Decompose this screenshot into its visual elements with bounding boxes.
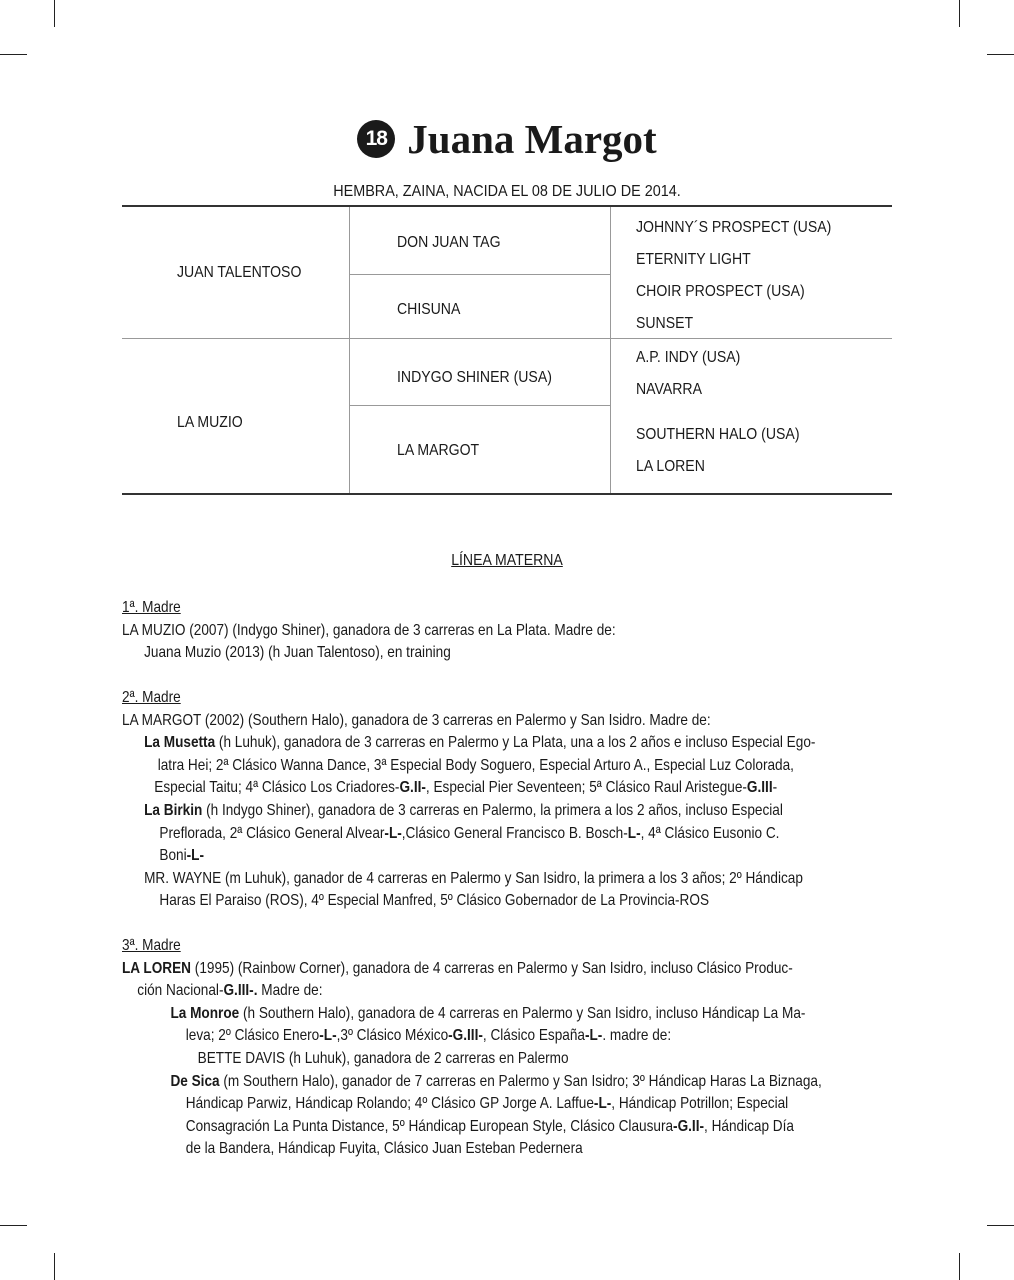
- horse-title: [0, 114, 1014, 164]
- offspring-name: La Musetta: [144, 734, 216, 752]
- sire-sire-dam: ETERNITY LIGHT: [636, 251, 751, 268]
- dam-sire-dam: NAVARRA: [636, 381, 702, 398]
- crop-mark: [54, 0, 55, 27]
- dam-sire-sire: A.P. INDY (USA): [636, 349, 741, 366]
- horse-description: HEMBRA, ZAINA, NACIDA EL 08 DE JULIO DE 2014.: [333, 183, 681, 200]
- dam-entry: LA MUZIO (2007) (Indygo Shiner), ganadora de 3 carreras en La Plata. Madre de:: [122, 621, 616, 639]
- offspring-text: Preflorada, 2ª Clásico General Alvear: [159, 824, 385, 842]
- grade-label: G.III-.: [223, 982, 258, 1000]
- offspring-name: La Monroe: [170, 1004, 240, 1022]
- grade-label: -L-: [186, 847, 204, 865]
- offspring-entry-cont: Haras El Paraiso (ROS), 4º Especial Manfred, 5º Clásico Gobernador de La Provincia-ROS: [159, 892, 710, 910]
- dam-sire: INDYGO SHINER (USA): [397, 369, 552, 386]
- offspring-text: , Especial Pier Seventeen; 5ª Clásico Raul Aristegue-: [425, 779, 747, 797]
- grade-label: G.II-: [399, 779, 426, 797]
- offspring-entry-cont: [122, 845, 794, 868]
- horse-name: Juana Margot: [407, 116, 657, 162]
- offspring-entry-cont: [122, 777, 794, 800]
- offspring-text: (m Southern Halo), ganador de 7 carreras en Palermo y San Isidro; 3º Hándicap Haras La Biznaga,: [219, 1072, 822, 1090]
- crop-mark: [0, 54, 27, 55]
- grade-label: -G.III-: [448, 1027, 483, 1045]
- section-heading: 2ª. Madre: [122, 689, 181, 706]
- horse-number-badge: 18: [357, 120, 395, 158]
- offspring-text: , Clásico España: [482, 1027, 585, 1045]
- dam: LA MUZIO: [177, 414, 243, 431]
- table-divider: [349, 274, 610, 275]
- dam-entry: LA MARGOT (2002) (Southern Halo), ganadora de 3 carreras en Palermo y San Isidro. Madre de:: [122, 711, 711, 729]
- maternal-line-title: LÍNEA MATERNA: [451, 552, 563, 569]
- table-divider: [349, 405, 610, 406]
- crop-mark: [987, 54, 1014, 55]
- dam-name: LA LOREN: [122, 959, 192, 977]
- second-dam-section: [122, 687, 912, 913]
- offspring-entry-cont: [122, 1093, 794, 1116]
- grade-label: G.III: [746, 779, 773, 797]
- offspring-entry-cont: [122, 823, 794, 846]
- offspring-entry: [122, 732, 816, 755]
- offspring-text: , Hándicap Día: [704, 1117, 794, 1135]
- offspring-entry-cont: de la Bandera, Hándicap Fuyita, Clásico Juan Esteban Pedernera: [185, 1140, 583, 1158]
- sire-dam: CHISUNA: [397, 301, 461, 318]
- offspring-text: (h Indygo Shiner), ganadora de 3 carreras en Palermo, la primera a los 2 años, incluso Especial: [202, 801, 783, 819]
- offspring-text: Boni: [159, 847, 187, 865]
- dam-dam-dam: LA LOREN: [636, 458, 705, 475]
- crop-mark: [0, 1225, 27, 1226]
- offspring-text: -: [772, 779, 778, 797]
- offspring-entry: [122, 1071, 822, 1094]
- dam-entry-cont: [122, 980, 794, 1003]
- grade-label: -G.II-: [673, 1117, 705, 1135]
- grade-label: -L-: [593, 1095, 612, 1113]
- dam-text: ción Nacional-: [137, 982, 224, 1000]
- table-divider: [610, 207, 611, 493]
- section-heading: 3ª. Madre: [122, 937, 181, 954]
- offspring-entry-cont: latra Hei; 2ª Clásico Wanna Dance, 3ª Especial Body Soguero, Especial Arturo A., Especial Luz Colorada,: [157, 756, 794, 774]
- grand-offspring-entry: BETTE DAVIS (h Luhuk), ganadora de 2 carreras en Palermo: [197, 1049, 569, 1067]
- offspring-entry-cont: [122, 1116, 794, 1139]
- offspring-text: leva; 2º Clásico Enero: [185, 1027, 320, 1045]
- table-border: [122, 493, 892, 495]
- grade-label: -L-: [319, 1027, 337, 1045]
- sire-dam-dam: SUNSET: [636, 315, 694, 332]
- grade-label: L-: [627, 824, 641, 842]
- crop-mark: [959, 0, 960, 27]
- offspring-text: Consagración La Punta Distance, 5º Hándicap European Style, Clásico Clausura: [185, 1117, 674, 1135]
- offspring-text: , Hándicap Potrillon; Especial: [611, 1095, 789, 1113]
- grade-label: -L-: [584, 1027, 603, 1045]
- dam-text: (1995) (Rainbow Corner), ganadora de 4 carreras en Palermo y San Isidro, incluso Clásico Produc-: [191, 959, 793, 977]
- offspring-entry: [122, 800, 794, 823]
- offspring-text: Especial Taitu; 4ª Clásico Los Criadores-: [154, 779, 400, 797]
- offspring-text: , 4ª Clásico Eusonio C.: [640, 824, 780, 842]
- crop-mark: [959, 1253, 960, 1280]
- offspring-entry-cont: [122, 1025, 794, 1048]
- crop-mark: [54, 1253, 55, 1280]
- dam-dam: LA MARGOT: [397, 442, 480, 459]
- offspring-text: (h Southern Halo), ganadora de 4 carreras en Palermo y San Isidro, incluso Hándicap La Ma-: [239, 1004, 806, 1022]
- sire-dam-sire: CHOIR PROSPECT (USA): [636, 283, 805, 300]
- offspring-entry: MR. WAYNE (m Luhuk), ganador de 4 carreras en Palermo y San Isidro, la primera a los 3 años; 2º Hándicap: [144, 869, 803, 887]
- table-divider: [349, 207, 350, 493]
- sire-sire: DON JUAN TAG: [397, 234, 501, 251]
- third-dam-section: [122, 935, 912, 1161]
- grade-label: -L-: [384, 824, 402, 842]
- dam-entry: [122, 958, 794, 981]
- offspring-text: (h Luhuk), ganadora de 3 carreras en Palermo y La Plata, una a los 2 años e incluso Especial Ego-: [215, 734, 816, 752]
- offspring-text: ,Clásico General Francisco B. Bosch-: [401, 824, 628, 842]
- dam-text: Madre de:: [257, 982, 323, 1000]
- offspring-text: ,3º Clásico México: [336, 1027, 449, 1045]
- offspring-entry: [122, 1003, 806, 1026]
- table-divider: [122, 338, 892, 339]
- sire-sire-sire: JOHNNY´S PROSPECT (USA): [636, 219, 832, 236]
- first-dam-section: [122, 597, 912, 665]
- table-border: [122, 205, 892, 207]
- offspring-name: De Sica: [170, 1072, 220, 1090]
- sire: JUAN TALENTOSO: [177, 264, 302, 281]
- pedigree-table: [122, 205, 892, 495]
- section-heading: 1ª. Madre: [122, 599, 181, 616]
- offspring-text: Hándicap Parwiz, Hándicap Rolando; 4º Clásico GP Jorge A. Laffue: [185, 1095, 594, 1113]
- dam-dam-sire: SOUTHERN HALO (USA): [636, 426, 800, 443]
- offspring-text: . madre de:: [602, 1027, 672, 1045]
- offspring-entry: Juana Muzio (2013) (h Juan Talentoso), en training: [144, 644, 451, 662]
- offspring-name: La Birkin: [144, 801, 203, 819]
- crop-mark: [987, 1225, 1014, 1226]
